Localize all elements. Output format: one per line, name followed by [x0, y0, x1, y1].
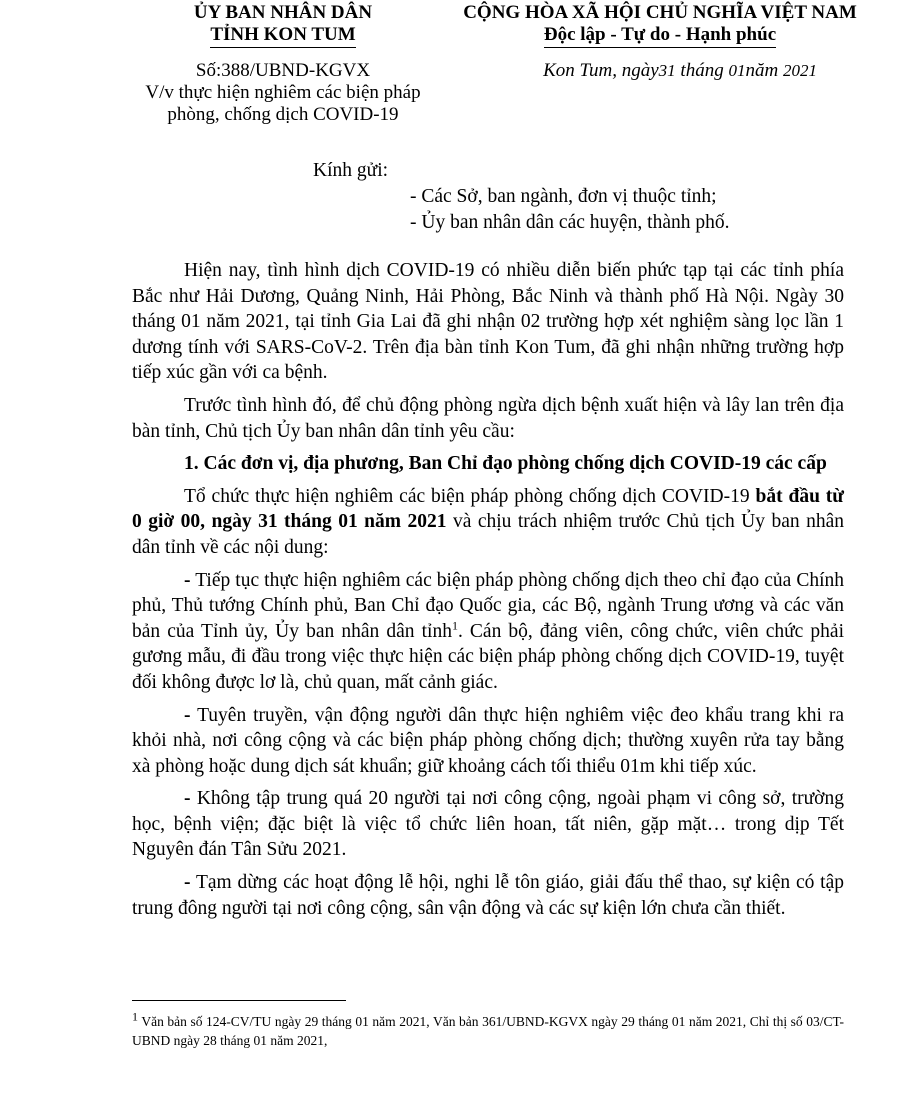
bullet-dash: -	[184, 788, 191, 810]
date-month: 01	[728, 61, 746, 80]
bullet-dash: -	[184, 704, 191, 726]
date-prefix: Kon Tum, ngày	[543, 60, 659, 81]
greeting: Kính gửi:	[313, 160, 389, 181]
footnote-mark: 1	[132, 1009, 138, 1024]
issuing-authority-block	[118, 2, 448, 126]
bullet-4-text: Tạm dừng các hoạt động lễ hội, nghi lễ tôn giáo, giải đấu thể thao, sự kiện có tập trung đông người tại nơi công cộng, sân vận động và các sự kiện lớn chưa cần thiết.	[132, 872, 844, 919]
implementation-start-time: bắt đầu từ 0 giờ 00, ngày 31 tháng 01 năm 2021	[132, 485, 844, 533]
implementation-text-b: và chịu trách nhiệm trước Chủ tịch Ủy ban nhân dân tỉnh về các nội dung:	[132, 511, 844, 558]
national-motto: Độc lập - Tự do - Hạnh phúc	[544, 24, 776, 48]
footnote-text: Văn bản số 124-CV/TU ngày 29 tháng 01 năm 2021, Văn bản 361/UBND-KGVX ngày 29 tháng 01 năm 2021, Chỉ thị số 03/CT-UBND ngày 28 tháng 01 năm 2021,	[132, 1014, 844, 1048]
issue-date	[440, 60, 880, 82]
bullet-item-4	[132, 870, 844, 921]
org-name: ỦY BAN NHÂN DÂN	[193, 2, 373, 23]
bullet-item-3	[132, 786, 844, 863]
date-year-label: năm	[745, 60, 779, 81]
bullet-3-text: Không tập trung quá 20 người tại nơi công cộng, ngoài phạm vi công sở, trường học, bệnh viện; đặc biệt là việc tổ chức liên hoan, tất niên, gặp mặt… trong dịp Tết Nguyên đán Tân Sửu 2021.	[132, 788, 844, 861]
national-header-block	[440, 2, 880, 82]
recipient-1: - Các Sở, ban ngành, đơn vị thuộc tỉnh;	[410, 186, 717, 207]
document-body	[132, 258, 844, 928]
date-month-label: tháng	[680, 60, 724, 81]
bullet-2-text: Tuyên truyền, vận động người dân thực hiện nghiêm việc đeo khẩu trang khi ra khỏi nhà, nơi công cộng và các biện pháp phòng chống dịch; thường xuyên rửa tay bằng xà phòng hoặc dung dịch sát khuẩn; giữ khoảng cách tối thiểu 01m khi tiếp xúc.	[132, 704, 844, 777]
implementation-text-a: Tổ chức thực hiện nghiêm các biện pháp phòng chống dịch COVID-19	[184, 485, 756, 507]
bullet-dash: -	[184, 569, 191, 591]
paragraph-request: Trước tình hình đó, để chủ động phòng ngừa dịch bệnh xuất hiện và lây lan trên địa bàn tỉnh, Chủ tịch Ủy ban nhân dân tỉnh yêu cầu:	[132, 394, 844, 442]
footnote	[132, 1009, 844, 1050]
bullet-1-text-a: Tiếp tục thực hiện nghiêm các biện pháp phòng chống dịch theo chỉ đạo của Chính phủ, Thủ tướng Chính phủ, Ban Chỉ đạo Quốc gia, các Bộ, ngành Trung ương và các văn bản của Tỉnh ủy, Ủy ban nhân dân tỉnh	[132, 569, 844, 642]
document-number: Số:388/UBND-KGVX	[195, 60, 371, 81]
recipient-2: - Ủy ban nhân dân các huyện, thành phố.	[410, 212, 730, 233]
footnote-divider	[132, 1000, 346, 1001]
date-day: 31	[658, 61, 676, 80]
date-year: 2021	[782, 61, 817, 80]
bullet-item-2	[132, 703, 844, 780]
subject-line-1: V/v thực hiện nghiêm các biện pháp	[145, 82, 421, 103]
paragraph-implementation	[132, 484, 844, 561]
footnote-ref[interactable]: 1	[451, 618, 458, 633]
subject-line-2: phòng, chống dịch COVID-19	[167, 104, 399, 125]
bullet-item-1	[132, 568, 844, 696]
province-name: TỈNH KON TUM	[210, 24, 355, 48]
nation-title: CỘNG HÒA XÃ HỘI CHỦ NGHĨA VIỆT NAM	[463, 2, 857, 23]
bullet-dash: -	[184, 872, 191, 894]
bullet-1-text-b: . Cán bộ, đảng viên, công chức, viên chức phải gương mẫu, đi đầu trong việc thực hiện các biện pháp phòng chống dịch COVID-19, tuyệt đối không được lơ là, chủ quan, mất cảnh giác.	[132, 620, 845, 693]
paragraph-situation: Hiện nay, tình hình dịch COVID-19 có nhiều diễn biến phức tạp tại các tỉnh phía Bắc như Hải Dương, Quảng Ninh, Hải Phòng, Bắc Ninh và thành phố Hà Nội. Ngày 30 tháng 01 năm 2021, tại tỉnh Gia Lai đã ghi nhận 02 trường hợp xét nghiệm sàng lọc lần 1 dương tính với SARS-CoV-2. Trên địa bàn tỉnh Kon Tum, đã ghi nhận những trường hợp tiếp xúc gần với ca bệnh.	[132, 260, 844, 384]
section-heading-1: 1. Các đơn vị, địa phương, Ban Chỉ đạo phòng chống dịch COVID-19 các cấp	[184, 453, 827, 475]
